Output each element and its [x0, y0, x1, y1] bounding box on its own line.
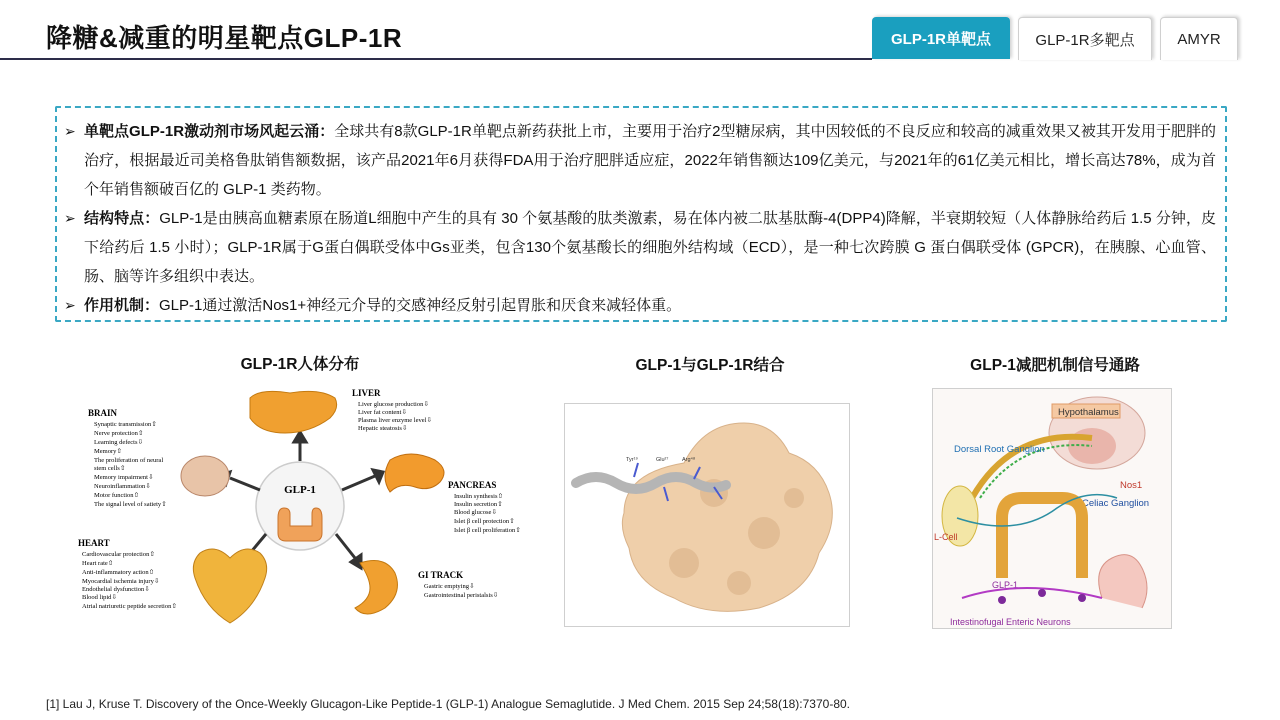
svg-text:Insulin synthesis⇧: Insulin synthesis⇧ — [454, 493, 503, 500]
svg-text:Glu²⁷: Glu²⁷ — [656, 457, 669, 463]
figure-title-distribution: GLP-1R人体分布 — [240, 356, 360, 373]
bullet-heading: 单靶点GLP-1R激动剂市场风起云涌： — [84, 123, 335, 140]
figure-title-binding: GLP-1与GLP-1R结合 — [635, 357, 785, 374]
tab-glp1r-single[interactable]: GLP-1R单靶点 — [872, 17, 1010, 59]
arrow-bullet-icon: ➢ — [64, 297, 76, 313]
brain-list — [94, 421, 167, 508]
bullet-text: 全球共有8款GLP-1R单靶点新药获批上市，主要用于治疗2型糖尿病，其中因较低的不良反应和较高的减重效果又被其开发用于肥胖的治疗，根据最近司美格鲁肽销售额数据，该产品2021年6月获得FDA用于治疗肥胖适应症，2022年销售额达109亿美元，与2021年的61亿美元相比，增长高达78%，成为首个年销售额破百亿的 GLP-1 类药物。 — [84, 123, 1216, 198]
brain-title: BRAIN — [88, 408, 118, 418]
svg-text:Myocardial ischemia injury⇩: Myocardial ischemia injury⇩ — [82, 578, 160, 585]
bullet-market — [64, 117, 1216, 204]
svg-text:Plasma liver enzyme level⇩: Plasma liver enzyme level⇩ — [358, 417, 432, 424]
hypothalamus-label: Hypothalamus — [1058, 407, 1119, 418]
svg-text:Blood glucose⇩: Blood glucose⇩ — [454, 509, 497, 516]
svg-text:Nerve protection⇧: Nerve protection⇧ — [94, 430, 144, 437]
celiac-label: Celiac Ganglion — [1082, 498, 1150, 509]
title-underline — [0, 58, 872, 60]
tab-glp1r-multi[interactable]: GLP-1R多靶点 — [1018, 17, 1152, 60]
svg-text:Islet β cell proliferation⇧: Islet β cell proliferation⇧ — [454, 527, 521, 534]
bullet-text: GLP-1通过激活Nos1+神经元介导的交感神经反射引起胃胀和厌食来减轻体重。 — [159, 297, 682, 314]
svg-text:Blood lipid⇩: Blood lipid⇩ — [82, 594, 117, 601]
svg-text:Endothelial dysfunction⇩: Endothelial dysfunction⇩ — [82, 586, 150, 593]
liver-icon — [250, 391, 337, 433]
svg-text:Insulin secretion⇧: Insulin secretion⇧ — [454, 501, 503, 508]
svg-text:Anti-inflammatory action⇧: Anti-inflammatory action⇧ — [82, 569, 155, 576]
bullet-heading: 作用机制： — [84, 297, 160, 314]
binding-figure — [564, 403, 850, 628]
nos1-label: Nos1 — [1120, 480, 1143, 491]
bullet-structure — [64, 204, 1216, 291]
residue-labels — [626, 456, 695, 463]
svg-text:Gastric emptying⇩: Gastric emptying⇩ — [424, 583, 475, 590]
svg-text:Arg⁴⁸: Arg⁴⁸ — [682, 457, 696, 463]
heart-list — [82, 551, 177, 610]
center-label: GLP-1 — [284, 484, 316, 496]
liver-title: LIVER — [352, 388, 381, 398]
svg-text:Cardiovascular protection⇧: Cardiovascular protection⇧ — [82, 551, 155, 558]
bullet-text: GLP-1是由胰高血糖素原在肠道L细胞中产生的具有 30 个氨基酸的肽类激素，易在体内被二肽基肽酶-4(DPP4)降解，半衰期较短（人体静脉给药后 1.5 分钟，皮下给药后 1.5 小时）；GLP-1R属于G蛋白偶联受体中Gs亚类，包含130个氨基酸长的细胞外结构域（ECD），是一种七次跨膜 G 蛋白偶联受体 (GPCR)，在胰腺、心血管、肠、脑等许多组织中表达。 — [84, 210, 1216, 285]
tab-amyr[interactable]: AMYR — [1160, 17, 1238, 60]
bullet-list — [64, 117, 1216, 320]
gi-list — [424, 583, 498, 599]
svg-text:Memory⇧: Memory⇧ — [94, 448, 122, 455]
brain-icon — [181, 456, 229, 496]
bullet-heading: 结构特点： — [84, 210, 160, 227]
svg-text:Neuroinflammation⇩: Neuroinflammation⇩ — [94, 483, 151, 490]
svg-text:The signal level of satiety⇧: The signal level of satiety⇧ — [94, 501, 167, 508]
svg-text:Memory impairment⇩: Memory impairment⇩ — [94, 474, 154, 481]
svg-text:Synaptic transmission⇧: Synaptic transmission⇧ — [94, 421, 157, 428]
bullet-mechanism — [64, 291, 1216, 320]
svg-text:Atrial natriuretic peptide sec: Atrial natriuretic peptide secretion⇧ — [82, 603, 177, 610]
svg-text:Liver glucose production⇩: Liver glucose production⇩ — [358, 401, 429, 408]
glp1r-distribution-figure — [70, 378, 540, 633]
svg-text:stem cells⇧: stem cells⇧ — [94, 465, 126, 472]
svg-text:Islet β cell protection⇧: Islet β cell protection⇧ — [454, 518, 515, 525]
page-title: 降糖&减重的明星靶点GLP-1R — [46, 23, 403, 53]
svg-text:Hepatic steatosis⇩: Hepatic steatosis⇩ — [358, 425, 408, 432]
liver-list — [358, 401, 432, 432]
enteric-neurons-label: Intestinofugal Enteric Neurons — [950, 617, 1071, 627]
heart-title: HEART — [78, 538, 110, 548]
pancreas-title: PANCREAS — [448, 480, 497, 490]
pancreas-icon — [385, 454, 444, 492]
reference: [1] Lau J, Kruse T. Discovery of the Once-Weekly Glucagon-Like Peptide-1 (GLP-1) Analogue Semaglutide. J Med Chem. 2015 Sep 24;58(18):7370-80. — [46, 697, 850, 711]
arrow-bullet-icon: ➢ — [64, 210, 76, 226]
svg-text:Gastrointestinal peristalsis⇩: Gastrointestinal peristalsis⇩ — [424, 592, 499, 599]
gi-title: GI TRACK — [418, 570, 464, 580]
svg-text:Motor function⇧: Motor function⇧ — [94, 492, 139, 499]
lcell-label: L-Cell — [934, 532, 958, 542]
svg-text:Liver fat content⇩: Liver fat content⇩ — [358, 409, 407, 416]
glp1-label: GLP-1 — [992, 580, 1019, 590]
figure-title-pathway: GLP-1减肥机制信号通路 — [970, 357, 1140, 374]
svg-text:Heart rate⇧: Heart rate⇧ — [82, 560, 114, 567]
drg-label: Dorsal Root Ganglion — [954, 444, 1045, 455]
arrow-bullet-icon: ➢ — [64, 123, 76, 139]
pancreas-list — [454, 493, 521, 534]
pathway-figure — [932, 388, 1172, 630]
svg-text:Learning defects⇩: Learning defects⇩ — [94, 439, 143, 446]
svg-text:Tyr¹⁹: Tyr¹⁹ — [626, 457, 638, 463]
svg-text:The proliferation of neural: The proliferation of neural — [94, 457, 164, 464]
heart-icon — [193, 549, 266, 623]
